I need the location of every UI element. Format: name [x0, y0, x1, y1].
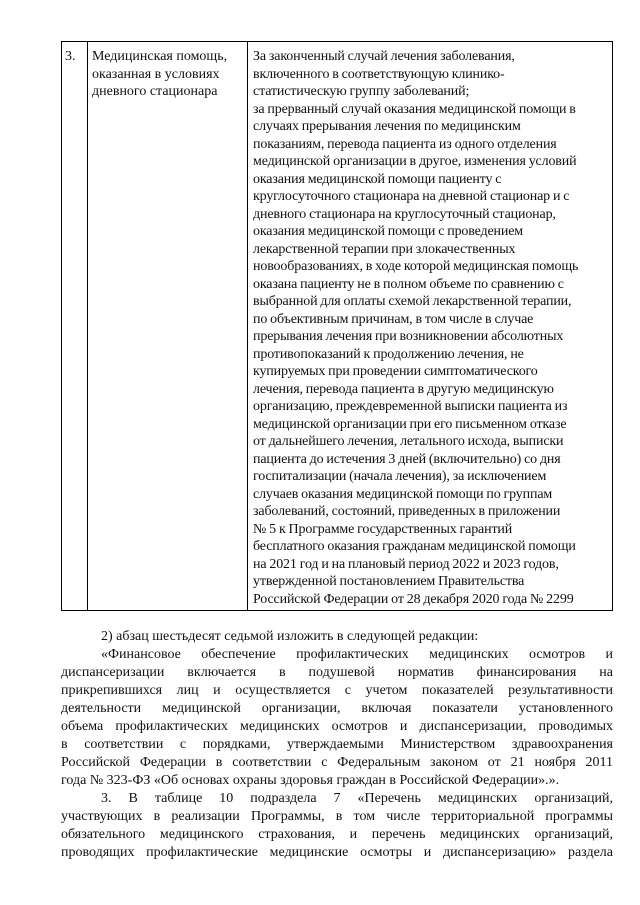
description-line: по объективным причинам, в том числе в случае [253, 311, 534, 327]
description-line: противопоказаний к продолжению лечения, не [253, 346, 524, 362]
description-line: Российской Федерации от 28 декабря 2020 года № 2299 [253, 591, 574, 607]
amendment-text [61, 628, 613, 862]
quoted-paragraph-line: объема профилактических медицинских осмотров и диспансеризации, проводимых [61, 719, 613, 734]
description-line: круглосуточного стационара на дневной стационар и с [253, 189, 570, 204]
description-line: от дальнейшего лечения, летального исхода, выписки [253, 434, 564, 449]
description-line: случаев оказания медицинской помощи по группам [253, 486, 553, 502]
payment-unit-description-cell [253, 48, 611, 608]
paragraph-3-line: проводящих профилактические медицинские осмотры и диспансеризацию» раздела [61, 845, 613, 860]
table-column-divider [247, 42, 248, 610]
description-line: выбранной для оплаты схемой лекарственной терапии, [253, 294, 572, 309]
description-line: включенного в соответствующую клинико- [253, 66, 505, 82]
description-line: организацию, преждевременной выписки пациента из [253, 399, 568, 414]
description-line: бесплатного оказания гражданам медицинской помощи [253, 539, 576, 554]
services-table [61, 41, 613, 611]
description-line: статистическую группу заболеваний; [253, 84, 470, 99]
description-line: заболеваний, состояний, приведенных в приложении [253, 504, 561, 519]
description-line: на 2021 год и на плановый период 2022 и 2023 годов, [253, 556, 559, 572]
quoted-paragraph-line: прикрепившихся лиц и осуществляется с учетом показателей результативности [61, 683, 613, 698]
description-line: № 5 к Программе государственных гарантий [253, 521, 513, 537]
description-line: случаях прерывания лечения по медицинским [253, 119, 521, 134]
service-name-line: оказанная в условиях [92, 66, 220, 82]
description-line: медицинской организации в другое, изменения условий [253, 154, 577, 169]
description-line: купируемых при проведении симптоматического [253, 364, 538, 379]
quoted-paragraph-line: в соответствии с порядками, утверждаемыми Министерством здравоохранения [61, 737, 613, 752]
description-line: новообразованиях, в ходе которой медицинская помощь [253, 259, 579, 274]
description-line: оказания медицинской помощи пациенту с [253, 171, 502, 187]
description-line: прерывания лечения при возникновении абсолютных [253, 329, 564, 344]
quoted-paragraph-line: диспансеризации включается в подушевой норматив финансирования на [61, 665, 613, 680]
description-line: лекарственной терапии при злокачественных [253, 241, 516, 257]
description-line: За законченный случай лечения заболевания, [253, 49, 515, 64]
paragraph-3-line: обязательного медицинского страхования, и перечень медицинских организаций, [61, 827, 613, 842]
description-line: оказания медицинской помощи с проведением [253, 224, 524, 239]
paragraph-3-line: участвующих в реализации Программы, в том числе территориальной программы [61, 809, 613, 824]
paragraph-3-line: 3. В таблице 10 подраздела 7 «Перечень медицинских организаций, [101, 791, 613, 806]
service-name-line: Медицинская помощь, [92, 49, 228, 64]
description-line: пациента до истечения 3 дней (включительно) со дня [253, 451, 561, 467]
description-line: за прерванный случай оказания медицинской помощи в [253, 101, 576, 117]
description-line: показаниям, перевода пациента из одного отделения [253, 136, 557, 152]
description-line: дневного стационара на круглосуточный стационар, [253, 206, 556, 222]
description-line: оказана пациенту не в полном объеме по сравнению с [253, 276, 564, 292]
paragraph-intro: 2) абзац шестьдесят седьмой изложить в следующей редакции: [101, 629, 479, 644]
description-line: утвержденной постановлением Правительства [253, 574, 525, 589]
description-line: лечения, перевода пациента в другую медицинскую [253, 381, 554, 397]
quoted-paragraph-line: Российской Федерации в соответствии с Федеральным законом от 21 ноября 2011 [61, 755, 613, 770]
quoted-paragraph-line: года № 323-ФЗ «Об основах охраны здоровья граждан в Российской Федерации».». [61, 773, 560, 788]
description-line: медицинской организации при его письменном отказе [253, 416, 567, 432]
quoted-paragraph-line: «Финансовое обеспечение профилактических медицинских осмотров и [101, 647, 613, 662]
table-column-divider [87, 42, 88, 610]
service-name-line: дневного стационара [92, 84, 218, 99]
description-line: госпитализации (начала лечения), за исключением [253, 469, 547, 484]
row-number-cell: 3. [65, 49, 76, 64]
quoted-paragraph-line: деятельности медицинской организации, включая показатели установленного [61, 701, 613, 716]
service-name-cell [92, 48, 244, 101]
